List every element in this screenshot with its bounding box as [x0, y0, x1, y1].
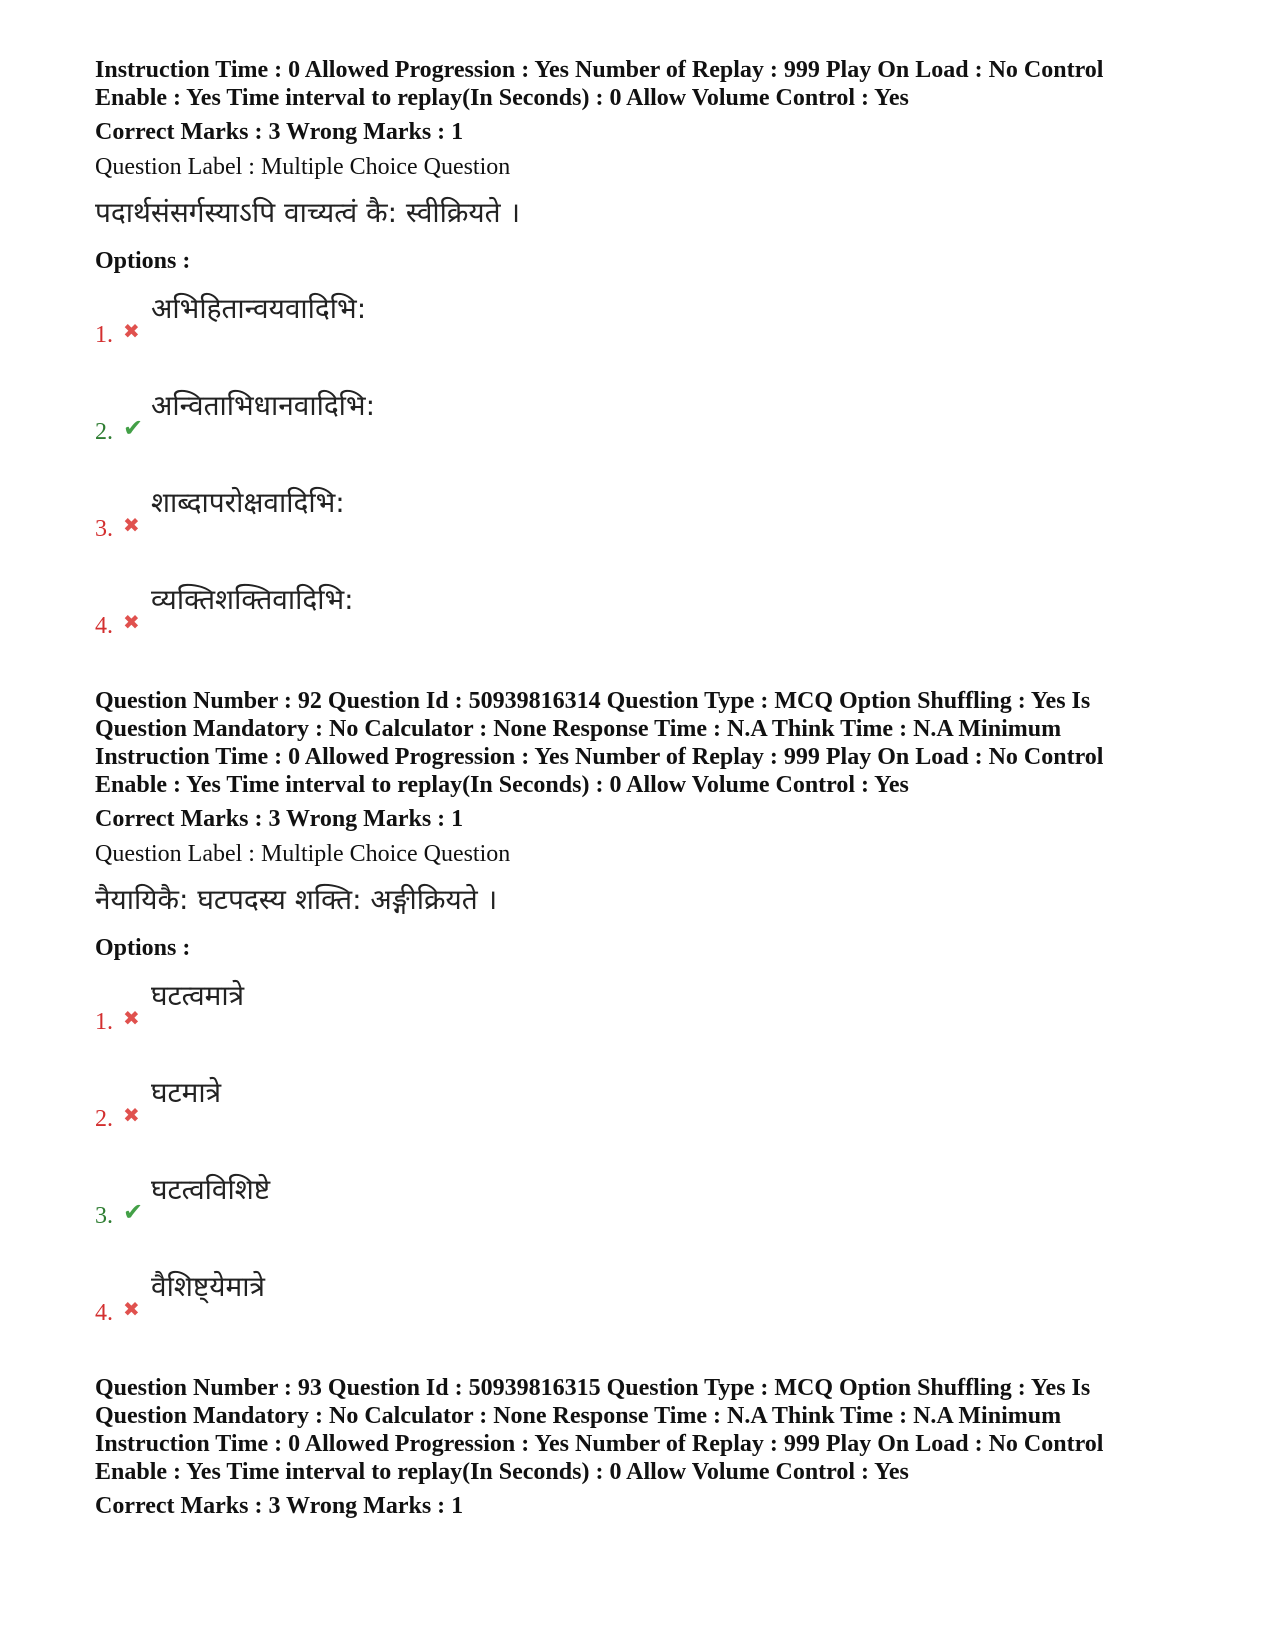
- option-item: [95, 485, 1205, 582]
- option-item: [95, 291, 1205, 388]
- cross-icon: ✖: [123, 1006, 140, 1030]
- cross-icon: ✖: [123, 1103, 140, 1127]
- option-text: अन्विताभिधानवादिभि:: [151, 389, 376, 422]
- question-marks: Correct Marks : 3 Wrong Marks : 1: [95, 806, 464, 832]
- options-list: [95, 978, 1205, 1366]
- question-block-91: [95, 56, 1205, 679]
- option-number: 3.: [95, 1203, 113, 1229]
- option-text: शाब्दापरोक्षवादिभि:: [151, 486, 345, 519]
- check-icon: ✔: [123, 1198, 144, 1226]
- option-number: 2.: [95, 1106, 113, 1132]
- cross-icon: ✖: [123, 319, 140, 343]
- option-number: 2.: [95, 419, 113, 445]
- question-block-92: [95, 687, 1205, 1366]
- question-marks: Correct Marks : 3 Wrong Marks : 1: [95, 1493, 464, 1519]
- option-text: अभिहितान्वयवादिभि:: [151, 292, 367, 325]
- option-text: घटत्वमात्रे: [151, 979, 245, 1012]
- cross-icon: ✖: [123, 1297, 140, 1321]
- option-item: [95, 1269, 1205, 1366]
- option-number: 1.: [95, 1009, 113, 1035]
- question-meta: Question Number : 92 Question Id : 50939816314 Question Type : MCQ Option Shuffling : Yes Is Question Mandatory : No Calculator : None Response Time : N.A Think Time : N.A Minimum Instruction Time : 0 Allowed Progression : Yes Number of Replay : 999 Play On Load : No Control Enable : Yes Time interval to replay(In Seconds) : 0 Allow Volume Control : Yes: [95, 688, 1104, 798]
- option-item: [95, 1172, 1205, 1269]
- option-number: 1.: [95, 322, 113, 348]
- option-text: घटत्वविशिष्टे: [151, 1173, 271, 1206]
- options-list: [95, 291, 1205, 679]
- question-meta: Instruction Time : 0 Allowed Progression : Yes Number of Replay : 999 Play On Load : No Control Enable : Yes Time interval to replay(In Seconds) : 0 Allow Volume Control : Yes: [95, 57, 1104, 111]
- cross-icon: ✖: [123, 513, 140, 537]
- question-text: पदार्थसंसर्गस्याऽपि वाच्यत्वं कै: स्वीक्रियते ।: [95, 196, 521, 229]
- option-number: 4.: [95, 1300, 113, 1326]
- question-label: Question Label : Multiple Choice Question: [95, 154, 511, 180]
- question-label: Question Label : Multiple Choice Question: [95, 841, 511, 867]
- options-heading: Options :: [95, 248, 191, 274]
- question-meta: Question Number : 93 Question Id : 50939816315 Question Type : MCQ Option Shuffling : Yes Is Question Mandatory : No Calculator : None Response Time : N.A Think Time : N.A Minimum Instruction Time : 0 Allowed Progression : Yes Number of Replay : 999 Play On Load : No Control Enable : Yes Time interval to replay(In Seconds) : 0 Allow Volume Control : Yes: [95, 1375, 1104, 1485]
- options-heading: Options :: [95, 935, 191, 961]
- check-icon: ✔: [123, 414, 144, 442]
- option-item: [95, 388, 1205, 485]
- cross-icon: ✖: [123, 610, 140, 634]
- question-marks: Correct Marks : 3 Wrong Marks : 1: [95, 119, 464, 145]
- option-text: व्यक्तिशक्तिवादिभि:: [151, 583, 354, 616]
- question-text: नैयायिकै: घटपदस्य शक्ति: अङ्गीक्रियते ।: [95, 883, 498, 916]
- option-text: घटमात्रे: [151, 1076, 222, 1109]
- option-number: 4.: [95, 613, 113, 639]
- option-item: [95, 978, 1205, 1075]
- option-number: 3.: [95, 516, 113, 542]
- option-item: [95, 582, 1205, 679]
- option-item: [95, 1075, 1205, 1172]
- option-text: वैशिष्ट्येमात्रे: [151, 1270, 265, 1303]
- question-block-93: [95, 1374, 1205, 1520]
- question-paper: [95, 56, 1205, 1520]
